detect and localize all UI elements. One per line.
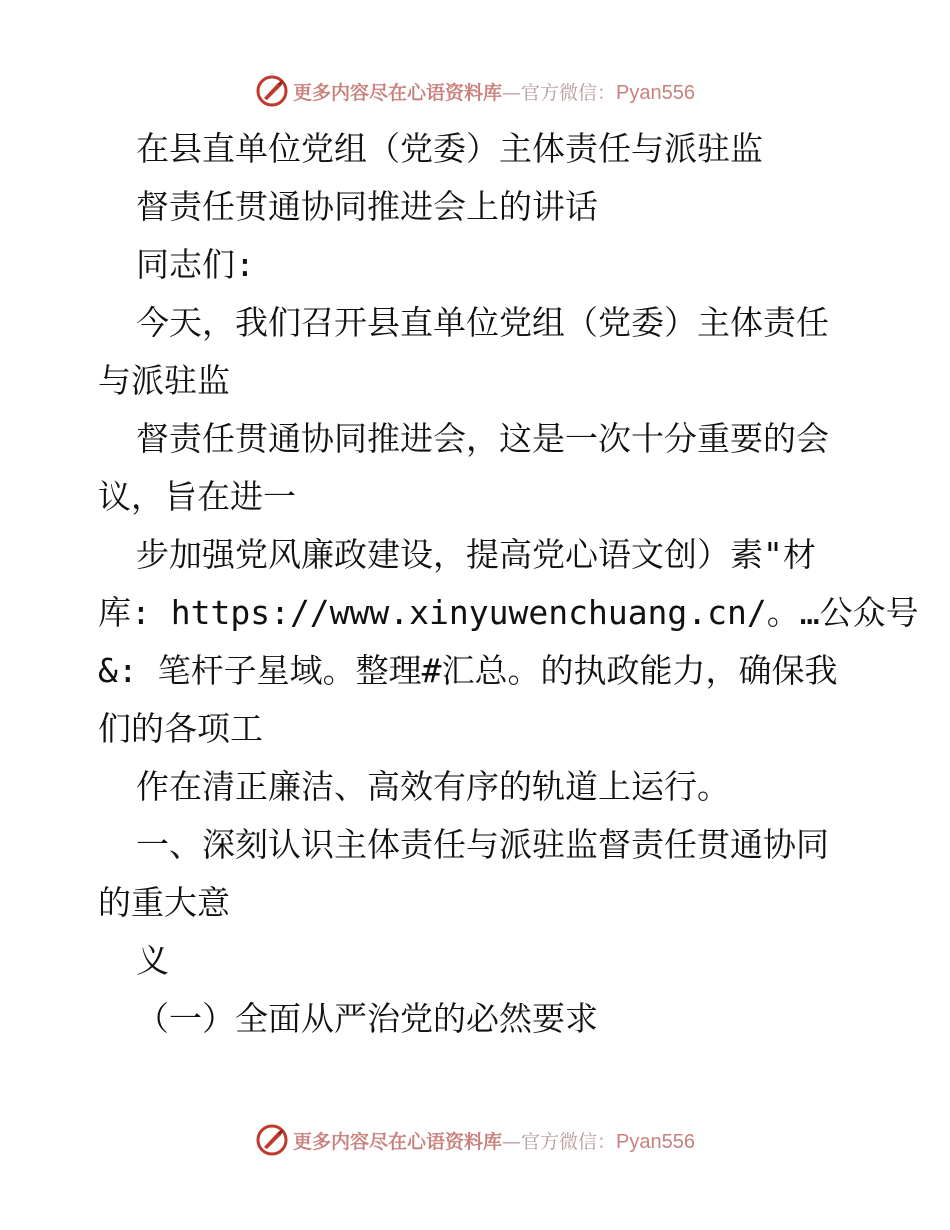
watermark-text — [293, 1127, 695, 1154]
watermark-wechat-label: 官方微信： — [521, 1130, 617, 1153]
subsection-heading: （一）全面从严治党的必然要求 — [136, 999, 598, 1038]
watermark-dash: — — [502, 81, 522, 104]
footer-watermark — [0, 1120, 950, 1160]
section-heading: 义 — [136, 941, 169, 980]
watermark-handle: Pyan556 — [616, 81, 695, 104]
header-watermark — [0, 71, 950, 111]
title-line-2: 督责任贯通协同推进会上的讲话 — [136, 187, 598, 226]
paragraph-line: 们的各项工 — [98, 709, 263, 748]
title-line-1: 在县直单位党组（党委）主体责任与派驻监 — [136, 129, 763, 168]
watermark-dash: — — [502, 1130, 522, 1153]
watermark-brand: 更多内容尽在心语资料库 — [293, 1130, 503, 1153]
section-heading: 一、深刻认识主体责任与派驻监督责任贯通协同 — [136, 825, 829, 864]
watermark-handle: Pyan556 — [616, 1130, 695, 1153]
section-heading: 的重大意 — [98, 883, 230, 922]
quill-pen-logo-icon — [255, 74, 289, 108]
quill-pen-logo-icon — [255, 1123, 289, 1157]
paragraph-line: 步加强党风廉政建设，提高党心语文创）素"材 — [136, 535, 816, 574]
watermark-brand: 更多内容尽在心语资料库 — [293, 81, 503, 104]
paragraph-line: 作在清正廉洁、高效有序的轨道上运行。 — [136, 767, 730, 806]
watermark-text — [293, 78, 695, 105]
watermark-wechat-label: 官方微信： — [521, 81, 617, 104]
paragraph-line: 议，旨在进一 — [98, 477, 296, 516]
paragraph-line: 督责任贯通协同推进会，这是一次十分重要的会 — [136, 419, 829, 458]
salutation: 同志们: — [136, 245, 255, 284]
paragraph-line: 库: https://www.xinyuwenchuang.cn/。…公众号 — [98, 593, 919, 632]
paragraph-line: &: 笔杆子星域。整理#汇总。的执政能力，确保我 — [98, 651, 838, 690]
document-body — [98, 120, 919, 1048]
paragraph-line: 与派驻监 — [98, 361, 230, 400]
paragraph-line: 今天，我们召开县直单位党组（党委）主体责任 — [136, 303, 829, 342]
